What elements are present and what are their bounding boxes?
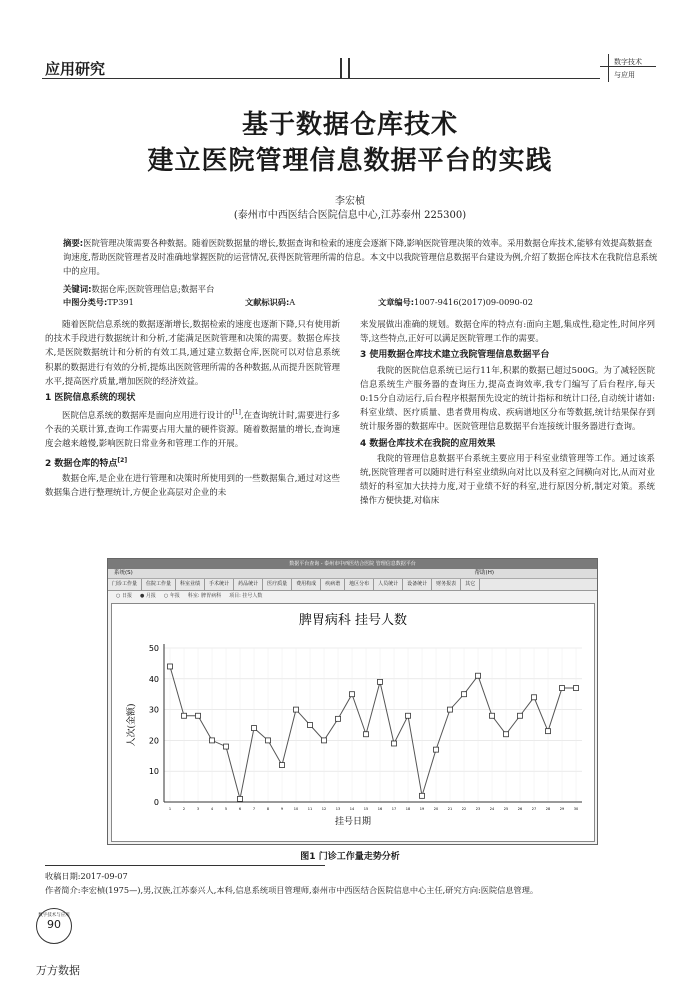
data-point	[448, 707, 453, 712]
title-line-1: 基于数据仓库技术	[241, 110, 458, 140]
x-tick-label: 15	[363, 807, 369, 811]
x-tick-label: 6	[238, 807, 242, 811]
line-chart	[112, 604, 594, 841]
data-point	[350, 692, 355, 697]
y-tick-label: 50	[148, 644, 159, 653]
data-point	[322, 738, 327, 743]
data-point	[364, 732, 369, 737]
data-point	[490, 713, 495, 718]
x-tick-label: 30	[573, 807, 579, 811]
x-tick-label: 29	[559, 807, 565, 811]
paragraph: 来发展做出准确的规划。数据仓库的特点有:面向主题,集成性,稳定性,时间序列等,这些特点,正好可以满足医院管理工作的需要。	[360, 320, 655, 345]
keywords-text: 数据仓库;医院管理信息;数据平台	[91, 284, 215, 294]
app-tab[interactable]: 设备统计	[403, 579, 432, 590]
data-point	[308, 723, 313, 728]
paragraph: 随着医院信息系统的数据逐渐增长,数据检索的速度也逐渐下降,只有使用新的技术手段进行数据统计和分析,才能满足医院管理和决策的需要。数据仓库技术,是医院数据统计和分析的有效工具,通过建立数据仓库,医院可以对信息系统积累的数据进行有效的分析,提炼出医院管理所需的各种数据,从而提升医院管理水平,提高医疗质量,增加医院的经济效益。	[45, 320, 340, 387]
x-tick-label: 2	[182, 807, 186, 811]
journal-name-2: 与应用	[614, 71, 635, 79]
page-number-badge	[36, 908, 72, 944]
app-screenshot	[107, 558, 598, 845]
data-point	[546, 729, 551, 734]
tab-bar	[108, 579, 597, 591]
window-title: 数据平台查询 - 泰州市中西医结合医院 管理信息数据平台	[108, 559, 597, 569]
section-name: 应用研究	[45, 60, 106, 78]
app-option[interactable]: 项目: 挂号人数	[229, 593, 263, 599]
y-tick-label: 0	[153, 798, 159, 807]
menu-help: 帮助(H)	[474, 570, 494, 576]
app-tab[interactable]: 财务报表	[432, 579, 461, 590]
data-point	[280, 763, 285, 768]
page-badge-label: 数字技术与应用	[38, 913, 70, 918]
data-point	[294, 707, 299, 712]
chart-title: 脾胃病科 挂号人数	[298, 613, 408, 628]
app-tab[interactable]: 其它	[461, 579, 480, 590]
x-tick-label: 9	[280, 807, 284, 811]
app-tab[interactable]: 地区分布	[345, 579, 374, 590]
x-tick-label: 18	[405, 807, 411, 811]
keywords-label: 关键词:	[63, 284, 92, 294]
section-heading-4: 4 数据仓库技术在我院的应用效果	[360, 438, 496, 449]
keywords	[63, 283, 214, 295]
data-point	[168, 664, 173, 669]
x-tick-label: 5	[224, 807, 228, 811]
paragraph: 我院的医院信息系统已运行11年,积累的数据已超过500G。为了减轻医院信息系统生产服务器的查询压力,提高查询效率,我专门编写了后台程序,每天0:15分自动运行,后台程序根据预先设定的统计指标和统计口径,自动统计诸如:科室业绩、医疗质量、患者费用构成、疾病谱地区分布等数据,统计结果保存到统计服务器的数据库中。医院管理信息数据平台连接统计服务器进行查询。	[360, 365, 655, 433]
x-tick-label: 27	[531, 807, 537, 811]
data-point	[266, 738, 271, 743]
app-tab[interactable]: 医疗质量	[263, 579, 292, 590]
data-point	[224, 744, 229, 749]
data-point	[336, 716, 341, 721]
figure-caption: 图1 门诊工作量走势分析	[300, 852, 400, 862]
y-tick-label: 10	[148, 767, 159, 777]
x-tick-label: 17	[391, 807, 397, 811]
journal-name-1: 数字技术	[614, 58, 642, 66]
data-point	[210, 738, 215, 743]
affiliation: (泰州市中西医结合医院信息中心,江苏泰州 225300)	[233, 210, 467, 221]
data-point	[182, 713, 187, 718]
data-point	[252, 726, 257, 731]
x-tick-label: 20	[433, 807, 439, 811]
x-tick-label: 3	[196, 807, 200, 811]
x-tick-label: 8	[266, 807, 270, 811]
y-tick-label: 40	[148, 674, 159, 684]
x-axis-label: 挂号日期	[334, 817, 372, 827]
data-point	[434, 747, 439, 752]
menu-system: 系统(S)	[114, 570, 133, 576]
data-point	[420, 793, 425, 798]
clc-code: 中图分类号:TP391	[63, 297, 134, 307]
app-tab[interactable]: 疾病谱	[321, 579, 345, 590]
x-tick-label: 11	[307, 807, 313, 811]
watermark: 万方数据	[36, 964, 80, 977]
data-point	[378, 679, 383, 684]
abstract-text: 医院管理决策需要各种数据。随着医院数据量的增长,数据查询和检索的速度会逐渐下降,影响医院管理决策的效率。采用数据仓库技术,能够有效提高数据查询速度,帮助医院管理者及时准确地掌握医院的运营情况,获得医院管理所需的信息。本文中以我院管理信息数据平台建设为例,介绍了数据仓库技术在我院信息系统中的应用。	[63, 238, 658, 276]
app-tab[interactable]: 科室业绩	[176, 579, 205, 590]
app-tab[interactable]: 门诊工作量	[108, 579, 142, 590]
app-tab[interactable]: 住院工作量	[142, 579, 176, 590]
data-point	[504, 732, 509, 737]
x-tick-label: 19	[419, 807, 425, 811]
paragraph: 医院信息系统的数据库是面向应用进行设计的[1],在查询统计时,需要进行多个表的关联计算,查询工作需要占用大量的硬件资源。随着数据量的增长,查询速度会越来越慢,影响医院日常业务和管理工作的开展。	[45, 409, 340, 450]
menu-bar	[108, 569, 597, 579]
data-point	[532, 695, 537, 700]
title-line-2: 建立医院管理信息数据平台的实践	[147, 146, 553, 176]
section-heading-3: 3 使用数据仓库技术建立我院管理信息数据平台	[360, 350, 550, 361]
received-date: 收稿日期:2017-09-07	[45, 871, 128, 881]
series-line	[170, 666, 576, 798]
y-tick-label: 30	[148, 705, 159, 715]
x-tick-label: 13	[335, 807, 341, 811]
header-rule	[42, 78, 600, 79]
doc-code: 文献标识码:A	[245, 297, 296, 307]
data-point	[462, 692, 467, 697]
app-option[interactable]: ○ 年报	[163, 593, 180, 599]
app-tab[interactable]: 费用构成	[292, 579, 321, 590]
app-option[interactable]: ○ 日报	[116, 593, 132, 599]
section-heading-2: 2 数据仓库的特点[2]	[45, 456, 128, 469]
journal-badge	[596, 54, 658, 82]
paragraph: 我院的管理信息数据平台系统主要应用于科室业绩管理等工作。通过该系统,医院管理者可以随时进行科室业绩纵向对比以及科室之间横向对比,从而对业绩好的科室加大扶持力度,对于业绩不好的科室,进行原因分析,制定对策。系统操作方便快捷,对临床	[360, 453, 655, 507]
page-number: 90	[47, 918, 61, 931]
data-point	[238, 796, 243, 801]
app-tab[interactable]: 手术统计	[205, 579, 234, 590]
app-tab[interactable]: 人员统计	[374, 579, 403, 590]
data-point	[196, 713, 201, 718]
section-heading-1: 1 医院信息系统的现状	[45, 393, 136, 404]
app-tab[interactable]: 药品统计	[234, 579, 263, 590]
x-tick-label: 7	[252, 807, 256, 811]
app-option[interactable]: 科室: 脾胃病科	[187, 593, 222, 599]
x-tick-label: 24	[489, 807, 495, 811]
paragraph: 数据仓库,是企业在进行管理和决策时所使用到的一些数据集合,通过对这些数据集合进行整理统计,方便企业高层对企业的未	[45, 473, 340, 499]
x-tick-label: 12	[321, 807, 327, 811]
chart-area	[111, 603, 595, 842]
data-point	[406, 713, 411, 718]
app-option[interactable]: ● 月报	[139, 593, 156, 599]
author-bio: 作者简介:李宏楨(1975—),男,汉族,江苏泰兴人,本科,信息系统项目管理师,泰州市中西医结合医院信息中心主任,研究方向:医院信息管理。	[45, 885, 539, 895]
body-left-column	[45, 318, 340, 500]
x-tick-label: 25	[503, 807, 509, 811]
x-tick-label: 10	[293, 807, 299, 811]
data-point	[392, 741, 397, 746]
author: 李宏楨	[335, 196, 365, 207]
x-tick-label: 28	[545, 807, 551, 811]
data-point	[518, 713, 523, 718]
data-point	[560, 686, 565, 691]
x-tick-label: 14	[349, 807, 355, 811]
x-tick-label: 16	[377, 807, 383, 811]
options-row	[108, 591, 597, 602]
footnote-rule	[45, 865, 325, 866]
abstract-label: 摘要:	[63, 238, 84, 248]
article-number: 文章编号:1007-9416(2017)09-0090-02	[378, 297, 533, 307]
x-tick-label: 1	[168, 807, 172, 811]
data-point	[476, 673, 481, 678]
data-point	[574, 686, 579, 691]
x-tick-label: 23	[475, 807, 481, 811]
body-right-column	[360, 318, 655, 509]
y-tick-label: 20	[148, 736, 159, 746]
abstract	[63, 236, 658, 278]
x-tick-label: 22	[461, 807, 467, 811]
y-axis-label: 人次(金额)	[127, 703, 137, 747]
x-tick-label: 26	[517, 807, 523, 811]
x-tick-label: 21	[447, 807, 453, 811]
x-tick-label: 4	[210, 807, 214, 811]
